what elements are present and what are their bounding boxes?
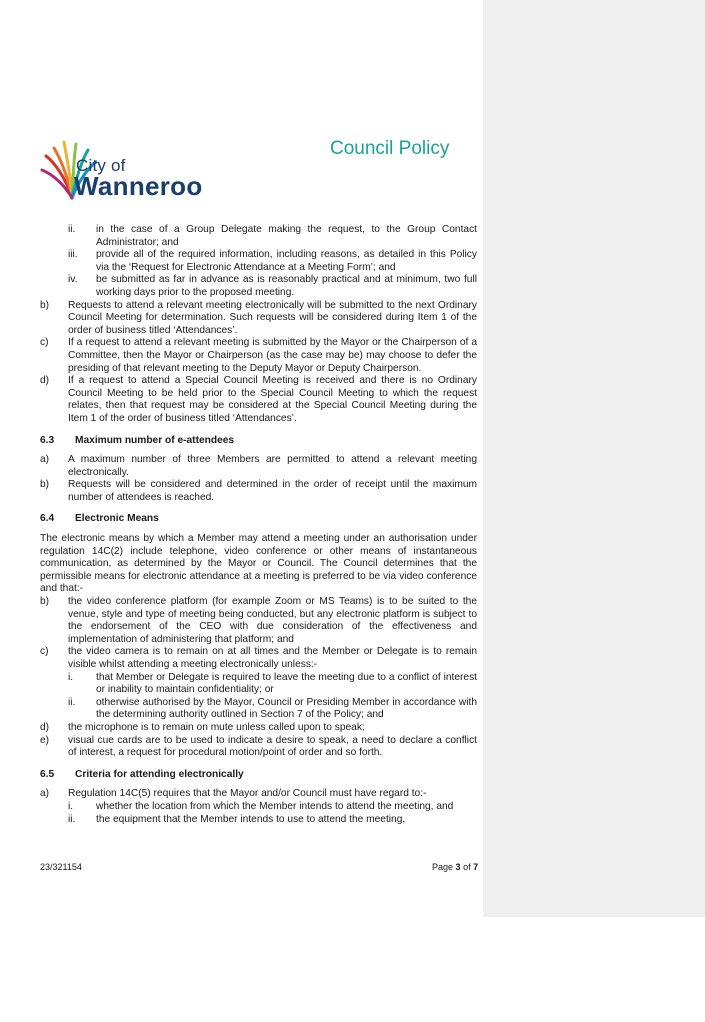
logo-text-wanneroo: Wanneroo [74,171,203,201]
list-item: iii. provide all of the required information, including reasons, as detailed in this Policy via the ‘Request for Electronic Attendance at a Meeting Form’; and [68,249,477,273]
list-item: ii. the equipment that the Member intends to use to attend the meeting, [68,813,406,825]
list-item: i. that Member or Delegate is required to leave the meeting due to a conflict of interest or inability to maintain confidentiality; or [68,671,477,696]
logo-text-city-of: City of [76,156,126,175]
list-item: c) If a request to attend a relevant meeting is submitted by the Mayor or the Chairperson of a Committee, then the Mayor or Chairperson (as the case may be) may choose to defer the presiding of that relevant meeting to the Deputy Mayor or Deputy Chairperson. [40,337,477,374]
list-item: a) Regulation 14C(5) requires that the Mayor and/or Council must have regard to:- [40,788,427,800]
list-item: b) Requests will be considered and determined in the order of receipt until the maximum number of attendees is reached. [40,479,477,503]
list-item: d) If a request to attend a Special Council Meeting is received and there is no Ordinary Council Meeting to be held prior to the Special Council Meeting to which the request relates, then that request may be considered at the Special Council Meeting during the Item 1 of the order of business titled ‘Attendances’. [40,375,477,424]
list-item: b) Requests to attend a relevant meeting electronically will be submitted to the next Ordinary Council Meeting for determination. Such requests will be considered during Item 1 of the order of business titled ‘Attendances’. [40,299,477,336]
document-number: 23/321154 [40,862,82,872]
page-number: Page 3 of 7 [432,862,479,872]
list-item: i. whether the location from which the Member intends to attend the meeting, and [68,800,454,812]
section-heading-6-4: 6.4 Electronic Means [40,513,159,525]
city-of-wanneroo-logo [40,138,215,204]
section-paragraph: The electronic means by which a Member may attend a meeting under an authorisation under regulation 14C(2) include telephone, video conference or other means of instantaneous communication, as determined by the Mayor or Council. The Council determines that the permissible means for electronic attendance at a meeting is preferred to be via video conference and that:- [40,533,477,595]
comment-sidebar [483,0,705,917]
list-item: b) the video conference platform (for example Zoom or MS Teams) is to be suited to the venue, style and type of meeting being conducted, but any electronic platform is subject to the endorsement of the CEO with due consideration of the effectiveness and implementation of administering that platform; and [40,596,477,645]
page-title: Council Policy [330,138,450,159]
list-item: iv. be submitted as far in advance as is reasonably practical and at minimum, two full working days prior to the proposed meeting. [68,274,477,298]
section-heading-6-5: 6.5 Criteria for attending electronically [40,768,244,780]
list-item: ii. otherwise authorised by the Mayor, Council or Presiding Member in accordance with the determining authority outlined in Section 7 of the Policy; and [68,696,477,721]
section-heading-6-3: 6.3 Maximum number of e-attendees [40,434,235,446]
list-item: ii. in the case of a Group Delegate making the request, to the Group Contact Administrator; and [68,224,477,248]
list-item: a) A maximum number of three Members are permitted to attend a relevant meeting electronically. [40,454,477,478]
list-item: c) the video camera is to remain on at all times and the Member or Delegate is to remain visible whilst attending a meeting electronically unless:- [40,646,477,670]
list-item: e) visual cue cards are to be used to indicate a desire to speak, a need to declare a conflict of interest, a request for procedural motion/point of order and so forth. [40,734,477,759]
document-body [40,224,477,826]
list-item: d) the microphone is to remain on mute unless called upon to speak; [40,721,365,733]
